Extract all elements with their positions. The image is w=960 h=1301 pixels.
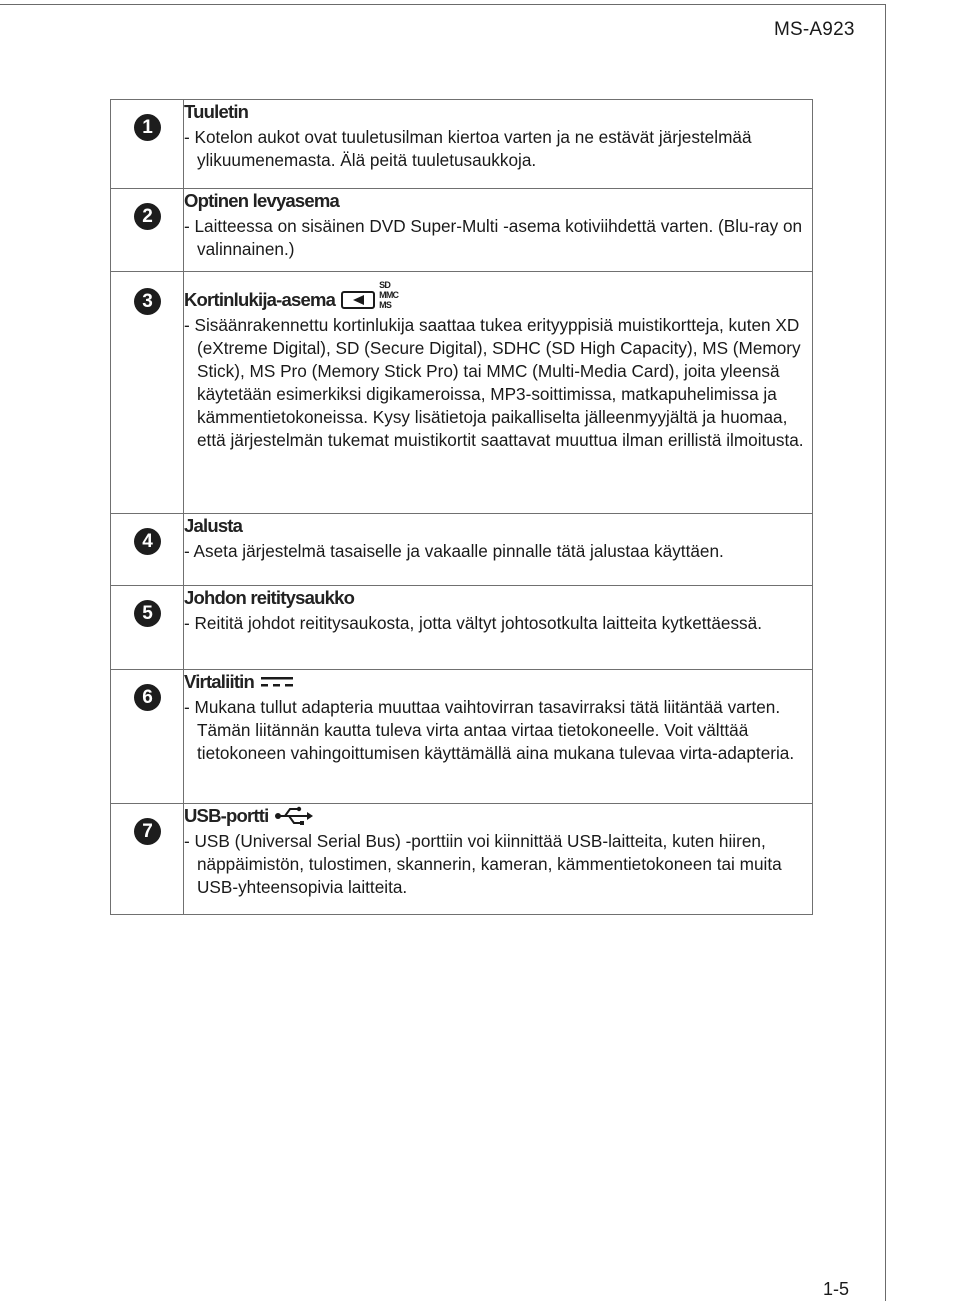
page-number: 1-5 bbox=[823, 1279, 850, 1299]
item-description: - Laitteessa on sisäinen DVD Super-Multi -asema kotiviihdettä varten. (Blu-ray on valinnainen.) bbox=[184, 216, 803, 259]
item-description: - Aseta järjestelmä tasaiselle ja vakaalle pinnalle tätä jalustaa käyttäen. bbox=[184, 541, 724, 561]
item-description: - Sisäänrakennettu kortinlukija saattaa tukea erityyppisiä muistikortteja, kuten XD (eXtreme Digital), SD (Secure Digital), SDHC (SD High Capacity), MS (Memory Stick), MS Pro (Memory Stick Pro) tai MMC (Multi-Media Card), joita yleensä käytetään esimerkiksi digikameroissa, MP3-soittimissa, matkapuhelimissa ja kämmentietokoneissa. Kysy lisätietoja paikalliselta jälleenmyyjältä ja huomaa, että järjestelmän tukemat muistikortit saattavat muuttua ilman erillistä ilmoitusta. bbox=[184, 315, 804, 450]
table-row bbox=[111, 272, 813, 514]
item-description: - Kotelon aukot ovat tuuletusilman kiertoa varten ja ne estävät järjestelmää ylikuumenemasta. Älä peitä tuuletusaukkoja. bbox=[184, 127, 752, 170]
card-reader-icon bbox=[341, 290, 375, 310]
item-title: Tuuletin bbox=[184, 101, 249, 122]
table-row bbox=[111, 189, 813, 272]
feature-table bbox=[110, 99, 813, 915]
table-row bbox=[111, 804, 813, 915]
item-description: - Reititä johdot reititysaukosta, jotta vältyt johtosotkulta laitteita kytkettäessä. bbox=[184, 613, 762, 633]
table-row bbox=[111, 670, 813, 804]
item-number-badge: 2 bbox=[134, 203, 161, 230]
item-number-badge: 1 bbox=[134, 114, 161, 141]
item-number-badge: 6 bbox=[134, 684, 161, 711]
item-number-badge: 7 bbox=[134, 818, 161, 845]
table-row bbox=[111, 100, 813, 189]
item-title: Jalusta bbox=[184, 515, 243, 536]
item-title: Virtaliitin bbox=[184, 670, 812, 694]
item-number-badge: 4 bbox=[134, 528, 161, 555]
dc-power-icon bbox=[260, 674, 294, 690]
item-number-badge: 3 bbox=[134, 288, 161, 315]
item-title: USB-portti bbox=[184, 804, 812, 828]
item-number-badge: 5 bbox=[134, 600, 161, 627]
item-description: - USB (Universal Serial Bus) -porttiin voi kiinnittää USB-laitteita, kuten hiiren, näppäimistön, tulostimen, skannerin, kameran, kämmentietokoneen tai muita USB-yhteensopivia laitteita. bbox=[184, 831, 782, 897]
model-name: MS-A923 bbox=[774, 19, 855, 40]
item-title: Optinen levyasema bbox=[184, 190, 340, 211]
item-description: - Mukana tullut adapteria muuttaa vaihtovirran tasavirraksi tätä liitäntää varten. Tämän liitännän kautta tuleva virta antaa virtaa tietokoneelle. Voit välttää tietokoneen vahingoittumisen käyttämällä aina mukana tulevaa virta-adapteria. bbox=[184, 697, 795, 763]
item-title: Johdon reititysaukko bbox=[184, 587, 355, 608]
table-row bbox=[111, 514, 813, 586]
card-type-labels: SD MMC MS bbox=[379, 280, 399, 310]
item-title: Kortinlukija-asema SD MMC MS bbox=[184, 280, 399, 310]
usb-icon bbox=[274, 806, 314, 826]
table-row bbox=[111, 586, 813, 670]
